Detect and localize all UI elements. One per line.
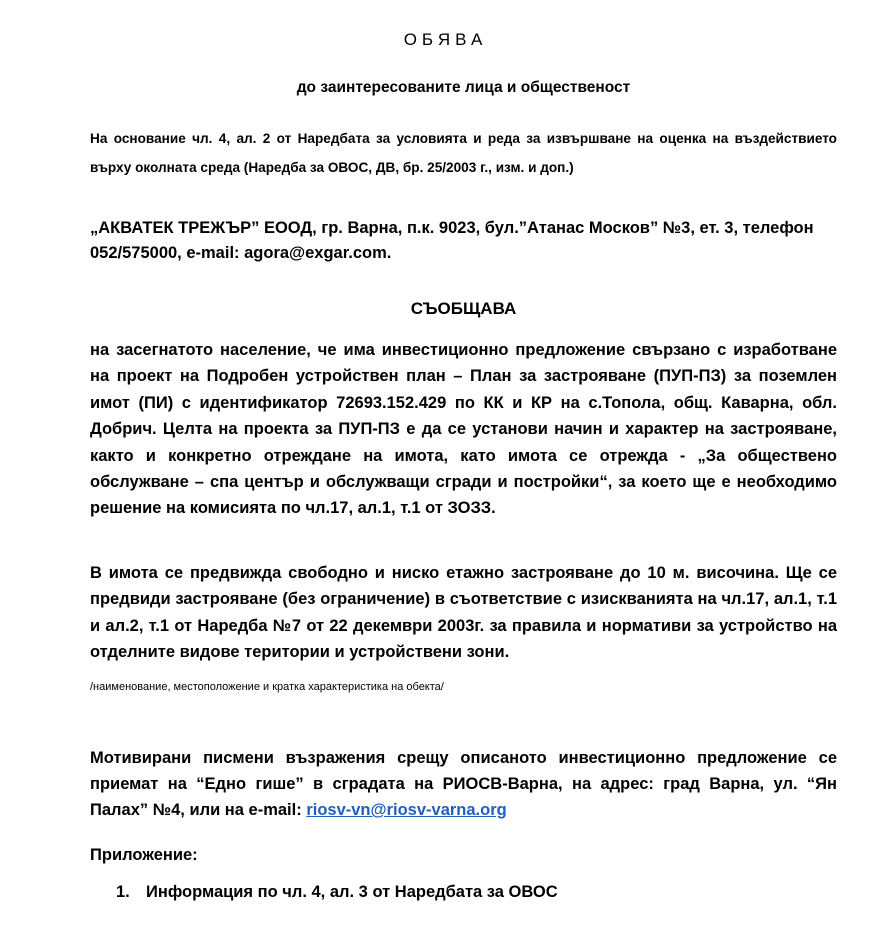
appendix-item-text: Информация по чл. 4, ал. 3 от Наредбата за ОВОС (146, 883, 558, 901)
proposal-description: на засегнатото население, че има инвестиционно предложение свързано с изработване на проект на Подробен устройствен план – План за застрояване (ПУП-ПЗ) за поземлен имот (ПИ) с идентификатор 72693.152.429 по КК и КР на с.Топола, общ. Каварна, обл. Добрич. Целта на проекта за ПУП-ПЗ е да се установи начин и характер на застрояване, както и конкретно отреждане на имота, като имота се отрежда - „За обществено обслужване – спа център и обслужващи сгради и постройки“, за което ще е необходимо решение на комисията по чл.17, ал.1, т.1 от ЗОЗЗ. (90, 341, 837, 518)
building-description: В имота се предвижда свободно и ниско етажно застрояване до 10 м. височина. Ще се предвиди застрояване (без ограничение) в съответствие с изискванията на чл.17, ал.1, т.1 и ал.2, т.1 от Наредба №7 от 22 декември 2003г. за правила и нормативи за устройство на отделните видове територии и устройствени зони. (90, 564, 837, 662)
objections-paragraph (90, 745, 837, 823)
email-link[interactable]: riosv-vn@riosv-varna.org (306, 801, 507, 819)
legal-basis-paragraph: На основание чл. 4, ал. 2 от Наредбата за условията и реда за извършване на оценка на въздействието върху околната среда (Наредба за ОВОС, ДВ, бр. 25/2003 г., изм. и доп.) (90, 131, 837, 175)
description-note: /наименование, местоположение и кратка характеристика на обекта/ (90, 681, 444, 693)
announce-heading: СЪОБЩАВА (410, 299, 517, 318)
company-details: „АКВАТЕК ТРЕЖЪР” ЕООД, гр. Варна, п.к. 9023, бул.”Атанас Москов” №3, ет. 3, телефон 052/575000, e-mail: agora@exgar.com. (90, 219, 814, 262)
appendix-item-number: 1. (116, 883, 130, 901)
document-subtitle: до заинтересованите лица и общественост (296, 79, 631, 96)
appendix-label: Приложение: (90, 846, 198, 864)
objections-text: Мотивирани писмени възражения срещу описаното инвестиционно предложение се приемат на “Едно гише” в сградата на РИОСВ-Варна, на адрес: град Варна, ул. “Ян Палах” №4, или на e-mail: (90, 749, 837, 819)
document-title: ОБЯВА (403, 30, 488, 49)
appendix-item (116, 883, 558, 902)
